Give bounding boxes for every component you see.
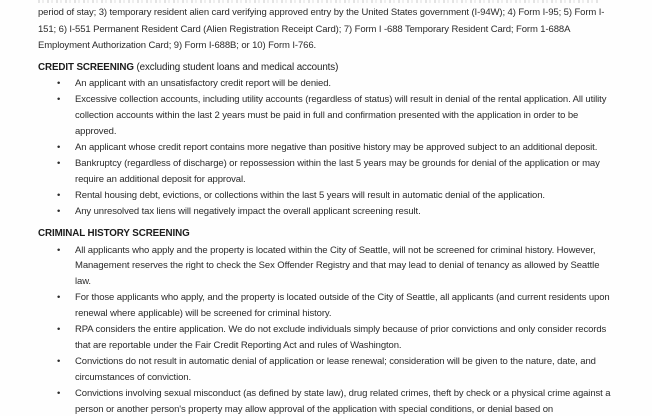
section-credit-screening	[38, 60, 616, 220]
continuation-paragraph: period of stay; 3) temporary resident alien card verifying approved entry by the United States government (I-94W); 4) Form I-95; 5) Form I-151; 6) I-551 Permanent Resident Card (Alien Registration Receipt Card); 7) Form I -688 Temporary Resident Card; Form 1-688A Employment Authorization Card; 9) Form I-688B; or 10) Form I-766.	[38, 7, 605, 51]
credit-bullet-rental-housing-debt: • Rental housing debt, evictions, or collections within the last 5 years will result in automatic denial of the application.	[38, 188, 616, 204]
credit-bullet-bankruptcy: • Bankruptcy (regardless of discharge) or repossession within the last 5 years may be grounds for denial of the application or may require an additional deposit for approval.	[38, 156, 616, 188]
section-criminal-history-screening	[38, 226, 616, 416]
credit-bullet-tax-liens: • Any unresolved tax liens will negatively impact the overall applicant screening result.	[38, 204, 616, 220]
credit-bullet-negative-history: • An applicant whose credit report contains more negative than positive history may be approved subject to an additional deposit.	[38, 140, 616, 156]
credit-screening-heading-suffix: (excluding student loans and medical accounts)	[133, 61, 339, 73]
criminal-bullet-outside-seattle: • For those applicants who apply, and the property is located outside of the City of Seattle, all applicants (and current residents upon renewal where applicable) will be screened for criminal history.	[38, 290, 616, 321]
credit-screening-heading	[38, 60, 616, 76]
document-body	[38, 0, 616, 416]
credit-bullet-unsatisfactory-report: • An applicant with an unsatisfactory credit report will be denied.	[38, 76, 616, 92]
credit-bullet-collection-accounts: • Excessive collection accounts, including utility accounts (regardless of status) will result in denial of the rental application. All utility collection accounts within the last 2 years must be paid in full and confirmation presented with the application in order to be approved.	[38, 92, 616, 140]
credit-screening-heading-bold: CREDIT SCREENING	[38, 61, 134, 73]
criminal-history-heading	[38, 226, 616, 242]
credit-screening-bullet-list	[38, 76, 616, 220]
criminal-bullet-sexual-misconduct: • Convictions involving sexual misconduct (as defined by state law), drug related crimes, theft by check or a physical crime against a person or another person's property may allow approval of the application with special conditions, or denial based on	[38, 386, 616, 416]
criminal-bullet-no-automatic-denial: • Convictions do not result in automatic denial of application or lease renewal; consideration will be given to the nature, date, and circumstances of conviction.	[38, 354, 616, 385]
criminal-history-bullet-list	[38, 243, 616, 416]
clipped-previous-line	[38, 0, 599, 3]
criminal-bullet-seattle-no-screening: • All applicants who apply and the property is located within the City of Seattle, will not be screened for criminal history. However, Management reserves the right to check the Sex Offender Registry and that may lead to denial of tenancy as allowed by Seattle law.	[38, 243, 616, 290]
criminal-history-heading-bold: CRIMINAL HISTORY SCREENING	[38, 227, 190, 239]
criminal-bullet-rpa-entire-application: • RPA considers the entire application. We do not exclude individuals simply because of prior convictions and only consider records that are reportable under the Fair Credit Reporting Act and rules of Washington.	[38, 322, 616, 353]
